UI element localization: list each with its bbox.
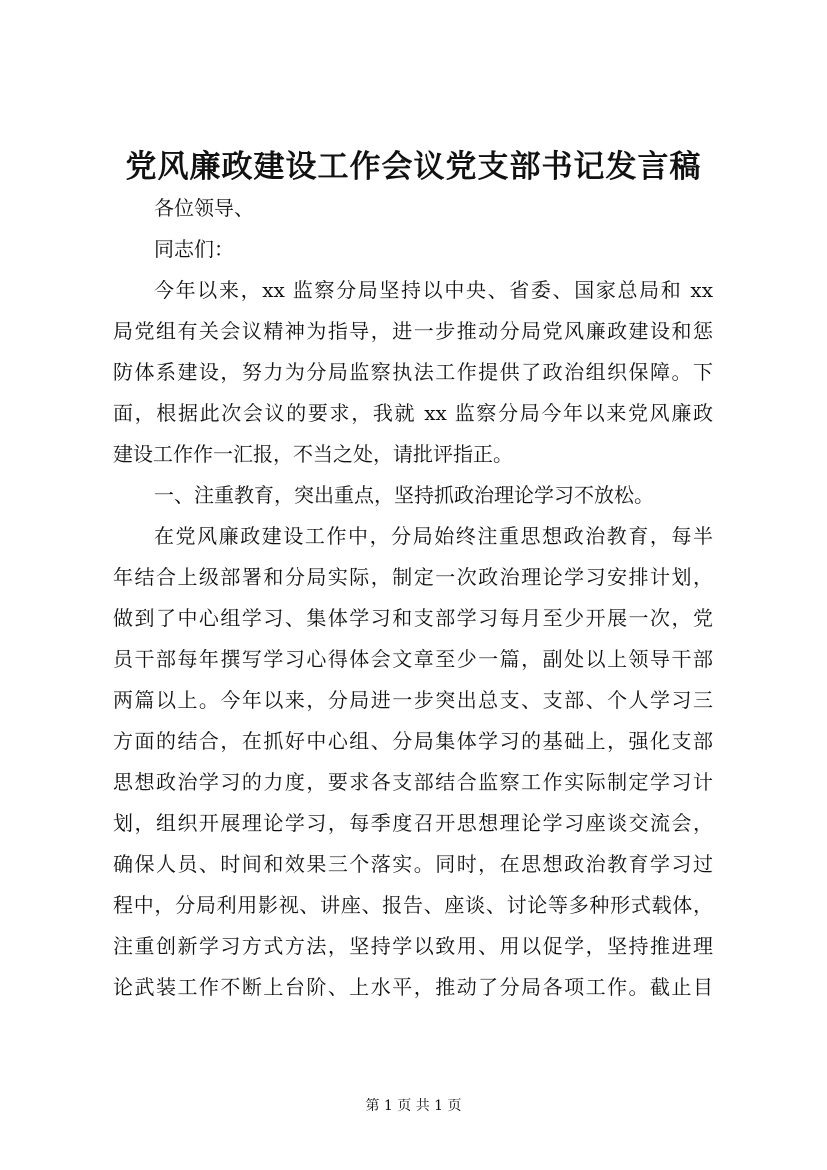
paragraph-line: 年结合上级部署和分局实际，制定一次政治理论学习安排计划，	[113, 565, 713, 589]
paragraph-line: 论武装工作不断上台阶、上水平，推动了分局各项工作。截止目	[113, 975, 713, 999]
paragraph-line: 员干部每年撰写学习心得体会文章至少一篇，副处以上领导干部	[113, 647, 713, 671]
paragraph-line: 做到了中心组学习、集体学习和支部学习每月至少开展一次，党	[113, 606, 713, 630]
paragraph-line: 程中，分局利用影视、讲座、报告、座谈、讨论等多种形式载体，	[113, 893, 713, 917]
paragraph-line: 建设工作作一汇报，不当之处，请批评指正。	[113, 442, 513, 466]
paragraph-line: 面，根据此次会议的要求，我就 xx 监察分局今年以来党风廉政	[113, 401, 713, 425]
paragraph-line: 防体系建设，努力为分局监察执法工作提供了政治组织保障。下	[113, 360, 713, 384]
salutation-line: 各位领导、	[154, 196, 254, 220]
paragraph-line: 局党组有关会议精神为指导，进一步推动分局党风廉政建设和惩	[113, 319, 713, 343]
paragraph-line: 在党风廉政建设工作中，分局始终注重思想政治教育，每半	[154, 524, 713, 548]
paragraph-line: 划，组织开展理论学习，每季度召开思想理论学习座谈交流会，	[113, 811, 713, 835]
document-title: 党风廉政建设工作会议党支部书记发言稿	[125, 149, 702, 185]
paragraph-line: 思想政治学习的力度，要求各支部结合监察工作实际制定学习计	[113, 770, 713, 794]
paragraph-line: 今年以来，xx 监察分局坚持以中央、省委、国家总局和 xx	[154, 278, 713, 302]
paragraph-line: 两篇以上。今年以来，分局进一步突出总支、支部、个人学习三	[113, 688, 713, 712]
page-number-footer: 第 1 页 共 1 页	[365, 1098, 462, 1114]
document-body	[113, 188, 713, 1008]
paragraph-line: 方面的结合，在抓好中心组、分局集体学习的基础上，强化支部	[113, 729, 713, 753]
section-heading: 一、注重教育，突出重点，坚持抓政治理论学习不放松。	[154, 483, 654, 507]
paragraph-line: 确保人员、时间和效果三个落实。同时，在思想政治教育学习过	[113, 852, 713, 876]
paragraph-line: 注重创新学习方式方法，坚持学以致用、用以促学，坚持推进理	[113, 934, 713, 958]
salutation-line: 同志们：	[154, 237, 234, 261]
